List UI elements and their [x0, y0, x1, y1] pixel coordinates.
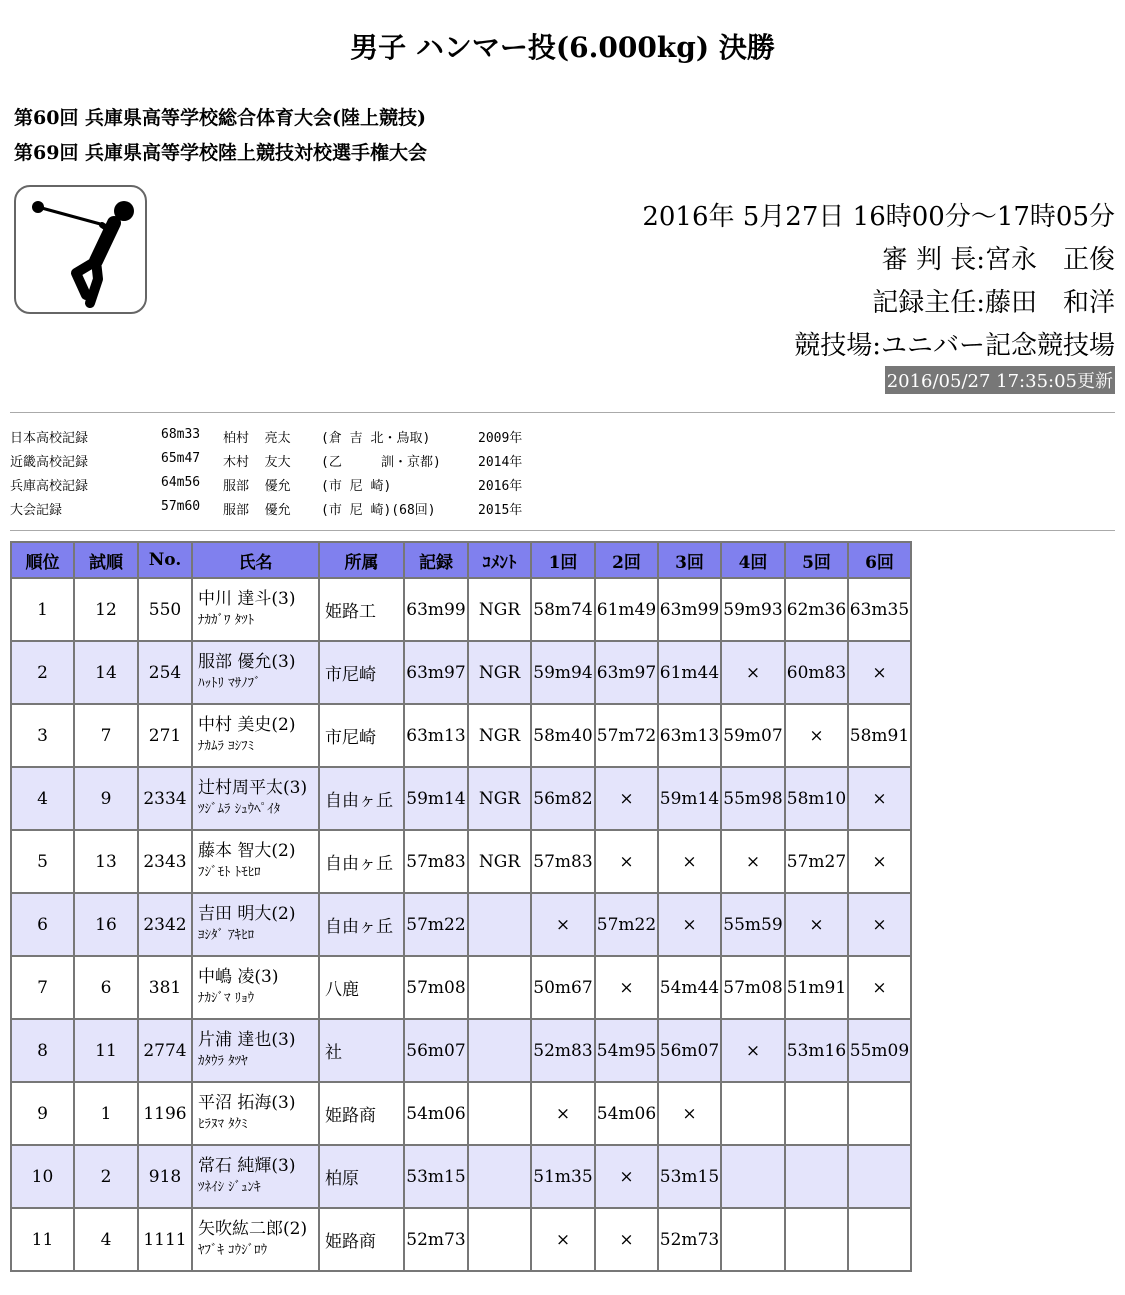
- cell-rank: 11: [11, 1208, 74, 1271]
- referee: 審 判 長:宮永 正俊: [881, 245, 1115, 275]
- cell-rank: 10: [11, 1145, 74, 1208]
- cell-no: 2342: [138, 893, 192, 956]
- cell-athlete: [192, 1082, 319, 1145]
- cell-athlete: [192, 956, 319, 1019]
- col-header-attempt-1: 1回: [531, 542, 595, 578]
- record-mark: 65m47: [161, 451, 201, 466]
- cell-attempt-2: 54m95: [595, 1019, 658, 1082]
- cell-attempt-1: 50m67: [531, 956, 595, 1019]
- record-holder: 柏村 亮太: [223, 431, 291, 446]
- cell-order: 12: [74, 578, 138, 641]
- hammer-throw-icon: [14, 185, 147, 314]
- col-header-attempt-2: 2回: [595, 542, 658, 578]
- record-year: 2009年: [478, 431, 523, 446]
- cell-athlete: [192, 767, 319, 830]
- cell-rank: 9: [11, 1082, 74, 1145]
- cell-attempt-4: ×: [721, 641, 785, 704]
- cell-order: 16: [74, 893, 138, 956]
- cell-attempt-1: 58m40: [531, 704, 595, 767]
- cell-athlete: [192, 830, 319, 893]
- cell-attempt-3: 59m14: [658, 767, 721, 830]
- cell-mark: 57m83: [404, 830, 468, 893]
- records-list: [10, 427, 523, 523]
- cell-comment: [468, 893, 531, 956]
- cell-attempt-5: [785, 1145, 848, 1208]
- cell-order: 6: [74, 956, 138, 1019]
- cell-no: 2774: [138, 1019, 192, 1082]
- record-label: 兵庫高校記録: [10, 479, 89, 494]
- cell-attempt-6: ×: [848, 641, 911, 704]
- cell-attempt-3: ×: [658, 1082, 721, 1145]
- cell-attempt-1: 52m83: [531, 1019, 595, 1082]
- cell-comment: [468, 1019, 531, 1082]
- col-header-attempt-3: 3回: [658, 542, 721, 578]
- cell-comment: [468, 956, 531, 1019]
- meet-name-2: 第69回 兵庫県高等学校陸上競技対校選手権大会: [14, 142, 428, 164]
- cell-attempt-2: ×: [595, 830, 658, 893]
- divider-top: [10, 412, 1115, 413]
- updated-timestamp: 2016/05/27 17:35:05更新: [885, 366, 1115, 394]
- event-datetime: 2016年 5月27日 16時00分～17時05分: [642, 202, 1115, 232]
- cell-team: 自由ヶ丘: [319, 830, 404, 893]
- record-row-hyogo: [10, 475, 523, 499]
- cell-attempt-4: 59m93: [721, 578, 785, 641]
- table-row: [11, 641, 911, 704]
- hammer-throw-pictogram: [16, 187, 145, 312]
- table-row: [11, 830, 911, 893]
- cell-rank: 2: [11, 641, 74, 704]
- athlete-name: 中嶋 凌(3): [198, 966, 279, 987]
- table-row: [11, 1019, 911, 1082]
- athlete-kana: ﾖｼﾀﾞ ｱｷﾋﾛ: [198, 927, 255, 943]
- record-mark: 64m56: [161, 475, 201, 490]
- record-mark: 57m60: [161, 499, 201, 514]
- cell-mark: 63m97: [404, 641, 468, 704]
- record-holder: 木村 友大: [223, 455, 291, 470]
- cell-attempt-6: [848, 1208, 911, 1271]
- cell-rank: 7: [11, 956, 74, 1019]
- recorder: 記録主任:藤田 和洋: [872, 288, 1115, 318]
- cell-athlete: [192, 578, 319, 641]
- results-table: [10, 541, 912, 1272]
- cell-no: 2343: [138, 830, 192, 893]
- venue: 競技場:ユニバー記念競技場: [794, 331, 1115, 361]
- col-header-attempt-4: 4回: [721, 542, 785, 578]
- record-school: (市 尼 崎): [321, 479, 392, 494]
- athlete-kana: ﾂｼﾞﾑﾗ ｼｭｳﾍﾟｲﾀ: [198, 801, 281, 817]
- cell-no: 271: [138, 704, 192, 767]
- cell-attempt-5: ×: [785, 704, 848, 767]
- cell-order: 4: [74, 1208, 138, 1271]
- cell-attempt-1: ×: [531, 893, 595, 956]
- cell-rank: 6: [11, 893, 74, 956]
- cell-attempt-3: 63m99: [658, 578, 721, 641]
- cell-team: 自由ヶ丘: [319, 767, 404, 830]
- cell-attempt-5: ×: [785, 893, 848, 956]
- cell-attempt-2: 63m97: [595, 641, 658, 704]
- cell-team: 市尼崎: [319, 704, 404, 767]
- cell-attempt-5: 57m27: [785, 830, 848, 893]
- cell-team: 姫路工: [319, 578, 404, 641]
- record-label: 大会記録: [10, 503, 63, 518]
- col-header-no: No.: [138, 542, 192, 578]
- cell-attempt-4: ×: [721, 1019, 785, 1082]
- athlete-name: 中川 達斗(3): [198, 588, 296, 609]
- cell-order: 9: [74, 767, 138, 830]
- cell-attempt-6: ×: [848, 956, 911, 1019]
- record-label: 日本高校記録: [10, 431, 89, 446]
- col-header-attempt-5: 5回: [785, 542, 848, 578]
- cell-comment: [468, 1208, 531, 1271]
- divider-bottom: [10, 530, 1115, 531]
- cell-no: 1111: [138, 1208, 192, 1271]
- cell-attempt-3: 54m44: [658, 956, 721, 1019]
- cell-comment: NGR: [468, 578, 531, 641]
- cell-athlete: [192, 641, 319, 704]
- cell-attempt-5: [785, 1208, 848, 1271]
- cell-attempt-3: 56m07: [658, 1019, 721, 1082]
- cell-attempt-6: [848, 1082, 911, 1145]
- cell-attempt-1: 51m35: [531, 1145, 595, 1208]
- cell-team: 社: [319, 1019, 404, 1082]
- record-mark: 68m33: [161, 427, 201, 442]
- cell-attempt-3: ×: [658, 830, 721, 893]
- record-school: (倉 吉 北・鳥取): [321, 431, 431, 446]
- cell-attempt-2: ×: [595, 1208, 658, 1271]
- athlete-kana: ﾅｶｼﾞﾏ ﾘｮｳ: [198, 990, 255, 1006]
- athlete-name: 矢吹紘二郎(2): [198, 1218, 308, 1239]
- cell-order: 2: [74, 1145, 138, 1208]
- cell-mark: 57m22: [404, 893, 468, 956]
- cell-attempt-6: 63m35: [848, 578, 911, 641]
- cell-attempt-5: 62m36: [785, 578, 848, 641]
- cell-athlete: [192, 1145, 319, 1208]
- cell-attempt-4: [721, 1208, 785, 1271]
- cell-attempt-5: [785, 1082, 848, 1145]
- record-year: 2014年: [478, 455, 523, 470]
- athlete-name: 中村 美史(2): [198, 714, 296, 735]
- athlete-kana: ﾊｯﾄﾘ ﾏｻﾉﾌﾞ: [198, 675, 261, 691]
- athlete-name: 平沼 拓海(3): [198, 1092, 296, 1113]
- cell-rank: 1: [11, 578, 74, 641]
- cell-mark: 57m08: [404, 956, 468, 1019]
- cell-team: 市尼崎: [319, 641, 404, 704]
- cell-attempt-1: 57m83: [531, 830, 595, 893]
- athlete-name: 片浦 達也(3): [198, 1029, 296, 1050]
- athlete-kana: ﾅｶｶﾞﾜ ﾀﾂﾄ: [198, 612, 255, 628]
- cell-attempt-2: 57m72: [595, 704, 658, 767]
- col-header-order: 試順: [74, 542, 138, 578]
- cell-attempt-6: ×: [848, 830, 911, 893]
- athlete-name: 常石 純輝(3): [198, 1155, 296, 1176]
- cell-attempt-6: 58m91: [848, 704, 911, 767]
- record-row-kinki: [10, 451, 523, 475]
- record-holder: 服部 優允: [223, 503, 291, 518]
- athlete-name: 服部 優允(3): [198, 651, 296, 672]
- cell-attempt-4: ×: [721, 830, 785, 893]
- cell-attempt-1: 58m74: [531, 578, 595, 641]
- meet-name-1: 第60回 兵庫県高等学校総合体育大会(陸上競技): [14, 107, 427, 129]
- cell-attempt-5: 53m16: [785, 1019, 848, 1082]
- cell-no: 254: [138, 641, 192, 704]
- cell-order: 13: [74, 830, 138, 893]
- cell-team: 自由ヶ丘: [319, 893, 404, 956]
- cell-attempt-6: 55m09: [848, 1019, 911, 1082]
- cell-attempt-6: ×: [848, 893, 911, 956]
- record-school: (市 尼 崎)(68回): [321, 503, 436, 518]
- cell-order: 7: [74, 704, 138, 767]
- cell-attempt-4: 57m08: [721, 956, 785, 1019]
- cell-order: 11: [74, 1019, 138, 1082]
- record-label: 近畿高校記録: [10, 455, 89, 470]
- cell-mark: 56m07: [404, 1019, 468, 1082]
- cell-mark: 52m73: [404, 1208, 468, 1271]
- athlete-kana: ﾅｶﾑﾗ ﾖｼﾌﾐ: [198, 738, 255, 754]
- cell-attempt-4: [721, 1145, 785, 1208]
- cell-mark: 54m06: [404, 1082, 468, 1145]
- cell-mark: 59m14: [404, 767, 468, 830]
- cell-attempt-3: 52m73: [658, 1208, 721, 1271]
- cell-attempt-3: 63m13: [658, 704, 721, 767]
- athlete-kana: ﾔﾌﾞｷ ｺｳｼﾞﾛｳ: [198, 1242, 268, 1258]
- cell-attempt-4: [721, 1082, 785, 1145]
- cell-athlete: [192, 1208, 319, 1271]
- table-row: [11, 704, 911, 767]
- athlete-kana: ﾌｼﾞﾓﾄ ﾄﾓﾋﾛ: [198, 864, 261, 880]
- cell-comment: NGR: [468, 830, 531, 893]
- cell-no: 1196: [138, 1082, 192, 1145]
- cell-attempt-5: 51m91: [785, 956, 848, 1019]
- athlete-kana: ﾂﾈｲｼ ｼﾞｭﾝｷ: [198, 1179, 261, 1195]
- cell-comment: NGR: [468, 641, 531, 704]
- col-header-team: 所属: [319, 542, 404, 578]
- cell-attempt-2: ×: [595, 767, 658, 830]
- cell-mark: 53m15: [404, 1145, 468, 1208]
- cell-attempt-4: 59m07: [721, 704, 785, 767]
- athlete-kana: ﾋﾗﾇﾏ ﾀｸﾐ: [198, 1116, 248, 1132]
- athlete-name: 吉田 明大(2): [198, 903, 296, 924]
- cell-attempt-6: [848, 1145, 911, 1208]
- record-row-meet: [10, 499, 523, 523]
- cell-rank: 8: [11, 1019, 74, 1082]
- cell-rank: 4: [11, 767, 74, 830]
- cell-attempt-6: ×: [848, 767, 911, 830]
- table-row: [11, 1208, 911, 1271]
- cell-order: 14: [74, 641, 138, 704]
- record-year: 2016年: [478, 479, 523, 494]
- cell-team: 八鹿: [319, 956, 404, 1019]
- cell-attempt-3: ×: [658, 893, 721, 956]
- cell-attempt-3: 61m44: [658, 641, 721, 704]
- table-row: [11, 1082, 911, 1145]
- cell-mark: 63m13: [404, 704, 468, 767]
- col-header-comment: ｺﾒﾝﾄ: [468, 542, 531, 578]
- record-school: (乙 訓・京都): [321, 455, 441, 470]
- col-header-attempt-6: 6回: [848, 542, 911, 578]
- cell-attempt-5: 60m83: [785, 641, 848, 704]
- record-year: 2015年: [478, 503, 523, 518]
- cell-attempt-2: ×: [595, 1145, 658, 1208]
- cell-attempt-3: 53m15: [658, 1145, 721, 1208]
- cell-athlete: [192, 704, 319, 767]
- athlete-name: 辻村周平太(3): [198, 777, 308, 798]
- table-header-row: [11, 542, 911, 578]
- cell-team: 姫路商: [319, 1208, 404, 1271]
- cell-attempt-4: 55m59: [721, 893, 785, 956]
- cell-attempt-5: 58m10: [785, 767, 848, 830]
- cell-attempt-1: ×: [531, 1082, 595, 1145]
- cell-no: 918: [138, 1145, 192, 1208]
- cell-attempt-4: 55m98: [721, 767, 785, 830]
- athlete-kana: ｶﾀｳﾗ ﾀﾂﾔ: [198, 1053, 248, 1069]
- cell-rank: 5: [11, 830, 74, 893]
- table-row: [11, 956, 911, 1019]
- table-row: [11, 578, 911, 641]
- cell-attempt-2: ×: [595, 956, 658, 1019]
- cell-attempt-1: 59m94: [531, 641, 595, 704]
- cell-comment: [468, 1082, 531, 1145]
- cell-comment: NGR: [468, 704, 531, 767]
- col-header-rank: 順位: [11, 542, 74, 578]
- table-row: [11, 767, 911, 830]
- cell-mark: 63m99: [404, 578, 468, 641]
- cell-attempt-2: 57m22: [595, 893, 658, 956]
- cell-attempt-2: 61m49: [595, 578, 658, 641]
- cell-team: 姫路商: [319, 1082, 404, 1145]
- table-row: [11, 1145, 911, 1208]
- col-header-mark: 記録: [404, 542, 468, 578]
- record-row-japan: [10, 427, 523, 451]
- cell-no: 381: [138, 956, 192, 1019]
- table-row: [11, 893, 911, 956]
- cell-athlete: [192, 893, 319, 956]
- cell-comment: [468, 1145, 531, 1208]
- athlete-name: 藤本 智大(2): [198, 840, 296, 861]
- cell-comment: NGR: [468, 767, 531, 830]
- cell-attempt-1: ×: [531, 1208, 595, 1271]
- cell-attempt-1: 56m82: [531, 767, 595, 830]
- page-title: 男子 ハンマー投(6.000kg) 決勝: [350, 31, 775, 64]
- col-header-name: 氏名: [192, 542, 319, 578]
- cell-team: 柏原: [319, 1145, 404, 1208]
- cell-order: 1: [74, 1082, 138, 1145]
- record-holder: 服部 優允: [223, 479, 291, 494]
- cell-rank: 3: [11, 704, 74, 767]
- cell-athlete: [192, 1019, 319, 1082]
- cell-no: 550: [138, 578, 192, 641]
- cell-attempt-2: 54m06: [595, 1082, 658, 1145]
- cell-no: 2334: [138, 767, 192, 830]
